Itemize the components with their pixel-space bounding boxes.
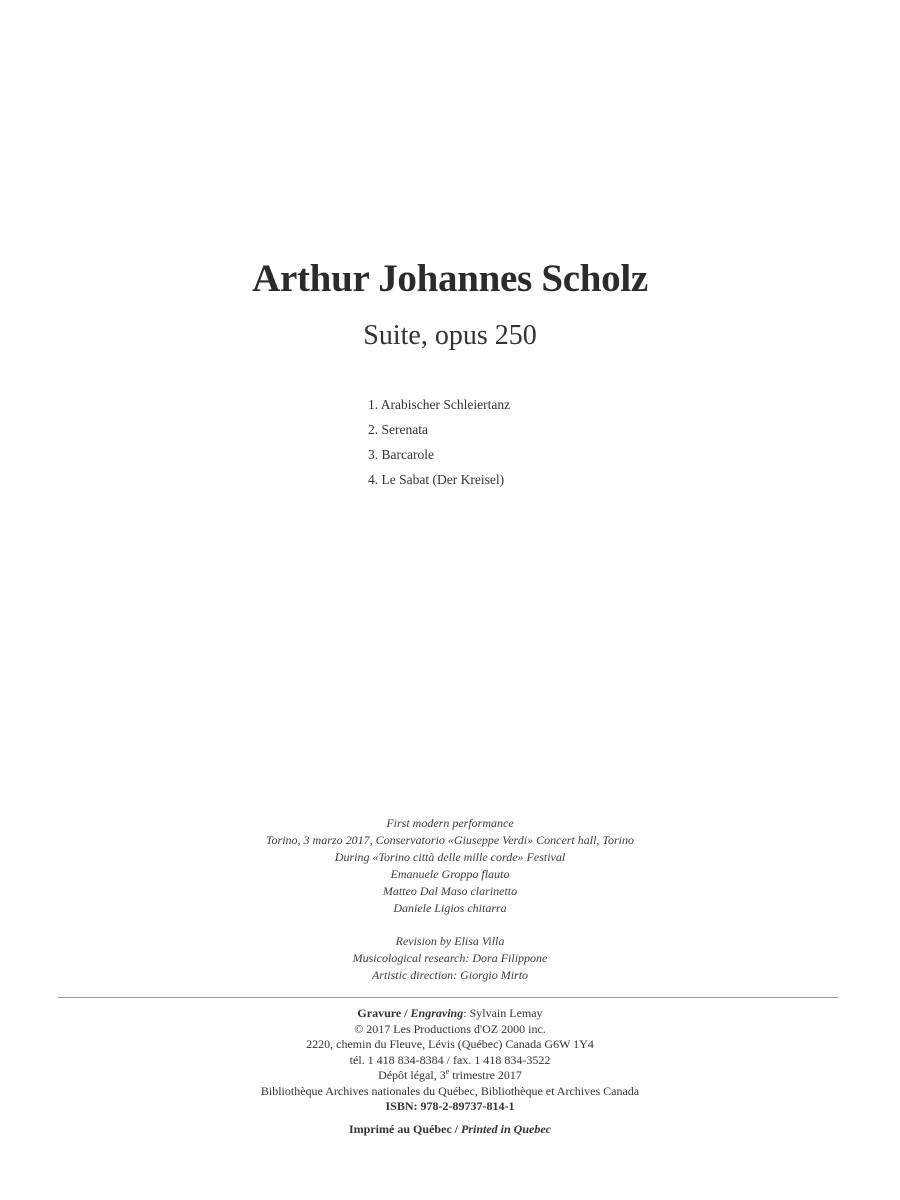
- engraving-separator: /: [401, 1006, 411, 1020]
- legal-suffix: trimestre 2017: [449, 1068, 522, 1082]
- movement-item: 2. Serenata: [368, 422, 428, 437]
- engraving-label-fr: Gravure: [357, 1006, 402, 1020]
- isbn: ISBN: 978-2-89737-814-1: [385, 1099, 515, 1113]
- movement-item: 1. Arabischer Schleiertanz: [368, 397, 511, 412]
- research-credit: Musicological research: Dora Filippone: [352, 951, 548, 965]
- work-title: Suite, opus 250: [363, 320, 537, 351]
- engraving-label-en: Engraving: [410, 1006, 464, 1020]
- spacer: [0, 917, 900, 933]
- printed-in: [0, 1122, 900, 1138]
- performer: Matteo Dal Maso clarinetto: [382, 884, 518, 898]
- performance-credits: [0, 815, 900, 984]
- divider: [58, 997, 838, 998]
- address: 2220, chemin du Fleuve, Lévis (Québec) Canada G6W 1Y4: [306, 1037, 594, 1051]
- movement-item: 4. Le Sabat (Der Kreisel): [368, 472, 505, 487]
- revision-credit: Revision by Elisa Villa: [395, 934, 505, 948]
- copyright: © 2017 Les Productions d'OZ 2000 inc.: [354, 1021, 546, 1036]
- library-deposit: Bibliothèque Archives nationales du Québec, Bibliothèque et Archives Canada: [260, 1083, 640, 1098]
- publisher-info: [0, 1006, 900, 1137]
- spacer: [0, 1115, 900, 1122]
- performance-festival: During «Torino città delle mille corde» Festival: [334, 850, 566, 864]
- movement-list: [368, 396, 510, 496]
- movement-item: 3. Barcarole: [368, 447, 434, 462]
- printed-fr: Imprimé au Québec: [349, 1121, 452, 1136]
- printed-en: Printed in Quebec: [461, 1121, 551, 1136]
- composer-name: Arthur Johannes Scholz: [252, 257, 648, 300]
- performance-venue: Torino, 3 marzo 2017, Conservatorio «Giuseppe Verdi» Concert hall, Torino: [265, 833, 635, 847]
- engraver-name: : Sylvain Lemay: [463, 1006, 543, 1020]
- performer: Daniele Ligios chitarra: [393, 901, 507, 915]
- printed-separator: /: [451, 1121, 461, 1136]
- direction-credit: Artistic direction: Giorgio Mirto: [371, 968, 529, 982]
- legal-deposit: [0, 1068, 900, 1084]
- legal-superscript: e: [445, 1067, 450, 1076]
- performance-heading: First modern performance: [386, 816, 514, 830]
- engraving-credit: [0, 1006, 900, 1022]
- performer: Emanuele Groppo flauto: [390, 867, 510, 881]
- phone-fax: tél. 1 418 834-8384 / fax. 1 418 834-3522: [349, 1052, 551, 1067]
- legal-prefix: Dépôt légal, 3: [378, 1068, 446, 1082]
